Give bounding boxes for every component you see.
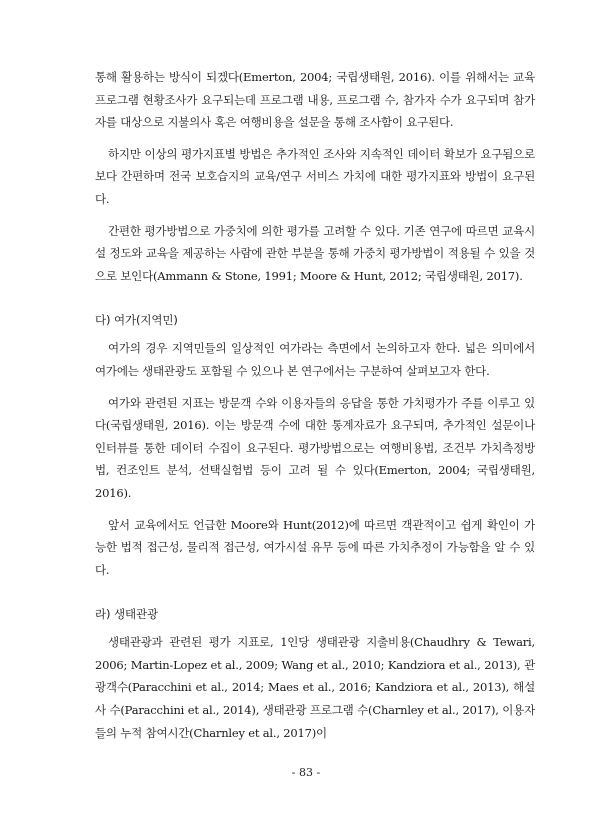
paragraph-da-1: 여가의 경우 지역민들의 일상적인 여가라는 측면에서 논의하고자 한다. 넓은 의미에서 여가에는 생태관광도 포함될 수 있으나 본 연구에서는 구분하여 살펴보고자 한다. [95,341,535,378]
paragraph-da-3: 앞서 교육에서도 언급한 Moore와 Hunt(2012)에 따르면 객관적이고 쉽게 확인이 가능한 법적 접근성, 물리적 접근성, 여가시설 유무 등에 따른 가치추정이 가능함을 알 수 있다. [95,517,535,577]
section-heading-da: 다) 여가(지역민) [95,313,178,328]
paragraph-ra-1: 생태관광과 관련된 평가 지표로, 1인당 생태관광 지출비용(Chaudhry & Tewari, 2006; Martin-Lopez et al., 2009; Wang et al., 2010; Kandziora et al., 2013), 관광객수(Paracchini et al., 2014; Maes et al., 2016; Kandziora et al., 2013), 해설사 수(Paracchini et al., 2014), 생태관광 프로그램 수(Charnley et al., 2017), 이용자들의 누적 참여시간(Charnley et al., 2017)이 [95,635,535,740]
page-body [95,66,535,753]
paragraph-1: 통해 활용하는 방식이 되겠다(Emerton, 2004; 국립생태원, 2016). 이를 위해서는 교육프로그램 현황조사가 요구되는데 프로그램 내용, 프로그램 수, 참가자 수가 요구되며 참가자를 대상으로 지불의사 혹은 여행비용을 설문을 통해 조사함이 요구된다. [95,70,535,130]
paragraph-2: 하지만 이상의 평가지표별 방법은 추가적인 조사와 지속적인 데이터 확보가 요구됨으로 보다 간편하며 전국 보호습지의 교육/연구 서비스 가치에 대한 평가지표와 방법이 요구된다. [95,146,535,206]
paragraph-da-2: 여가와 관련된 지표는 방문객 수와 이용자들의 응답을 통한 가치평가가 주를 이루고 있다(국립생태원, 2016). 이는 방문객 수에 대한 통계자료가 요구되며, 추가적인 설문이나 인터뷰를 통한 데이터 수집이 요구된다. 평가방법으로는 여행비용법, 조건부 가치측정방법, 컨조인트 분석, 선택실험법 등이 고려 될 수 있다(Emerton, 2004; 국립생태원, 2016). [95,395,535,500]
page-number: - 83 - [291,766,321,779]
spacer [95,296,535,309]
section-heading-ra: 라) 생태관광 [95,607,158,622]
paragraph-3: 간편한 평가방법으로 가중치에 의한 평가를 고려할 수 있다. 기존 연구에 따르면 교육시설 정도와 교육을 제공하는 사람에 관한 부분을 통해 가중치 평가방법이 적용될 수 있을 것으로 보인다(Ammann & Stone, 1991; Moore & Hunt, 2012; 국립생태원, 2017). [95,223,535,283]
spacer [95,590,535,603]
